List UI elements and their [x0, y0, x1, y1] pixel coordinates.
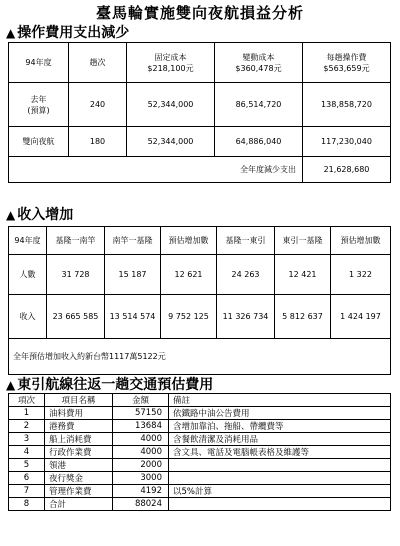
- summary-row: [9, 157, 391, 183]
- table-row: 收入 23 665 585 13 514 574 9 752 125 11 326 734 5 812 637 1 424 197: [9, 295, 391, 339]
- section-2-heading: [6, 204, 73, 224]
- trip-cost-header: 項次 項目名稱 金額 備註: [9, 394, 391, 407]
- table-row: 雙向夜航 180 52,344,000 64,886,040 117,230,040: [9, 127, 391, 157]
- table-row: 去年 (預算) 240 52,344,000 86,514,720 138,858,720: [9, 83, 391, 127]
- table-row: 3 船上消耗費 4000 含餐飲清潔及消耗用品: [9, 433, 391, 446]
- cost-table-header: [9, 43, 391, 83]
- header-operating: 每趟操作費 $563,659元: [303, 43, 391, 83]
- triangle-icon: ▲: [6, 26, 16, 40]
- summary-label: 全年度減少支出: [9, 157, 303, 183]
- table-row: 人數 31 728 15 187 12 621 24 263 12 421 1 322: [9, 255, 391, 295]
- triangle-icon: ▲: [6, 208, 16, 222]
- header-fixed: 固定成本 $218,100元: [127, 43, 215, 83]
- trip-cost-table: [8, 393, 391, 511]
- section-1-heading: [6, 22, 129, 42]
- section-3-heading: [6, 374, 213, 394]
- table-row: 6 夜行獎金 3000: [9, 472, 391, 485]
- table-row: 7 管理作業費 4192 以5%計算: [9, 485, 391, 498]
- table-row: 1 油料費用 57150 依鐵路中油公告費用: [9, 407, 391, 420]
- summary-value: 21,628,680: [303, 157, 391, 183]
- section-2-title: 收入增加: [17, 207, 74, 223]
- revenue-table: [8, 226, 391, 375]
- table-row: 4 行政作業費 4000 含文具、電話及電腦帳表格及維護等: [9, 446, 391, 459]
- cost-table: [8, 42, 391, 183]
- table-row: 2 港務費 13684 含增加靠泊、拖船、帶纜費等: [9, 420, 391, 433]
- total-row: 8 合計 88024: [9, 498, 391, 511]
- section-3-title: 東引航線往返一趟交通預估費用: [17, 377, 214, 393]
- header-year: 94年度: [9, 43, 69, 83]
- revenue-note: 全年預估增加收入約新台幣1117萬5122元: [9, 339, 391, 375]
- header-variable: 變動成本 $360,478元: [215, 43, 303, 83]
- revenue-table-header: 94年度 基隆一南竿 南竿一基隆 預估增加數 基隆一東引 東引一基隆 預估增加數: [9, 227, 391, 255]
- note-row: [9, 339, 391, 375]
- page-title: 臺馬輪實施雙向夜航損益分析: [95, 4, 304, 22]
- triangle-icon: ▲: [6, 378, 16, 392]
- table-row: 5 領港 2000: [9, 459, 391, 472]
- header-trips: 趟次: [69, 43, 127, 83]
- section-1-title: 操作費用支出減少: [17, 25, 130, 41]
